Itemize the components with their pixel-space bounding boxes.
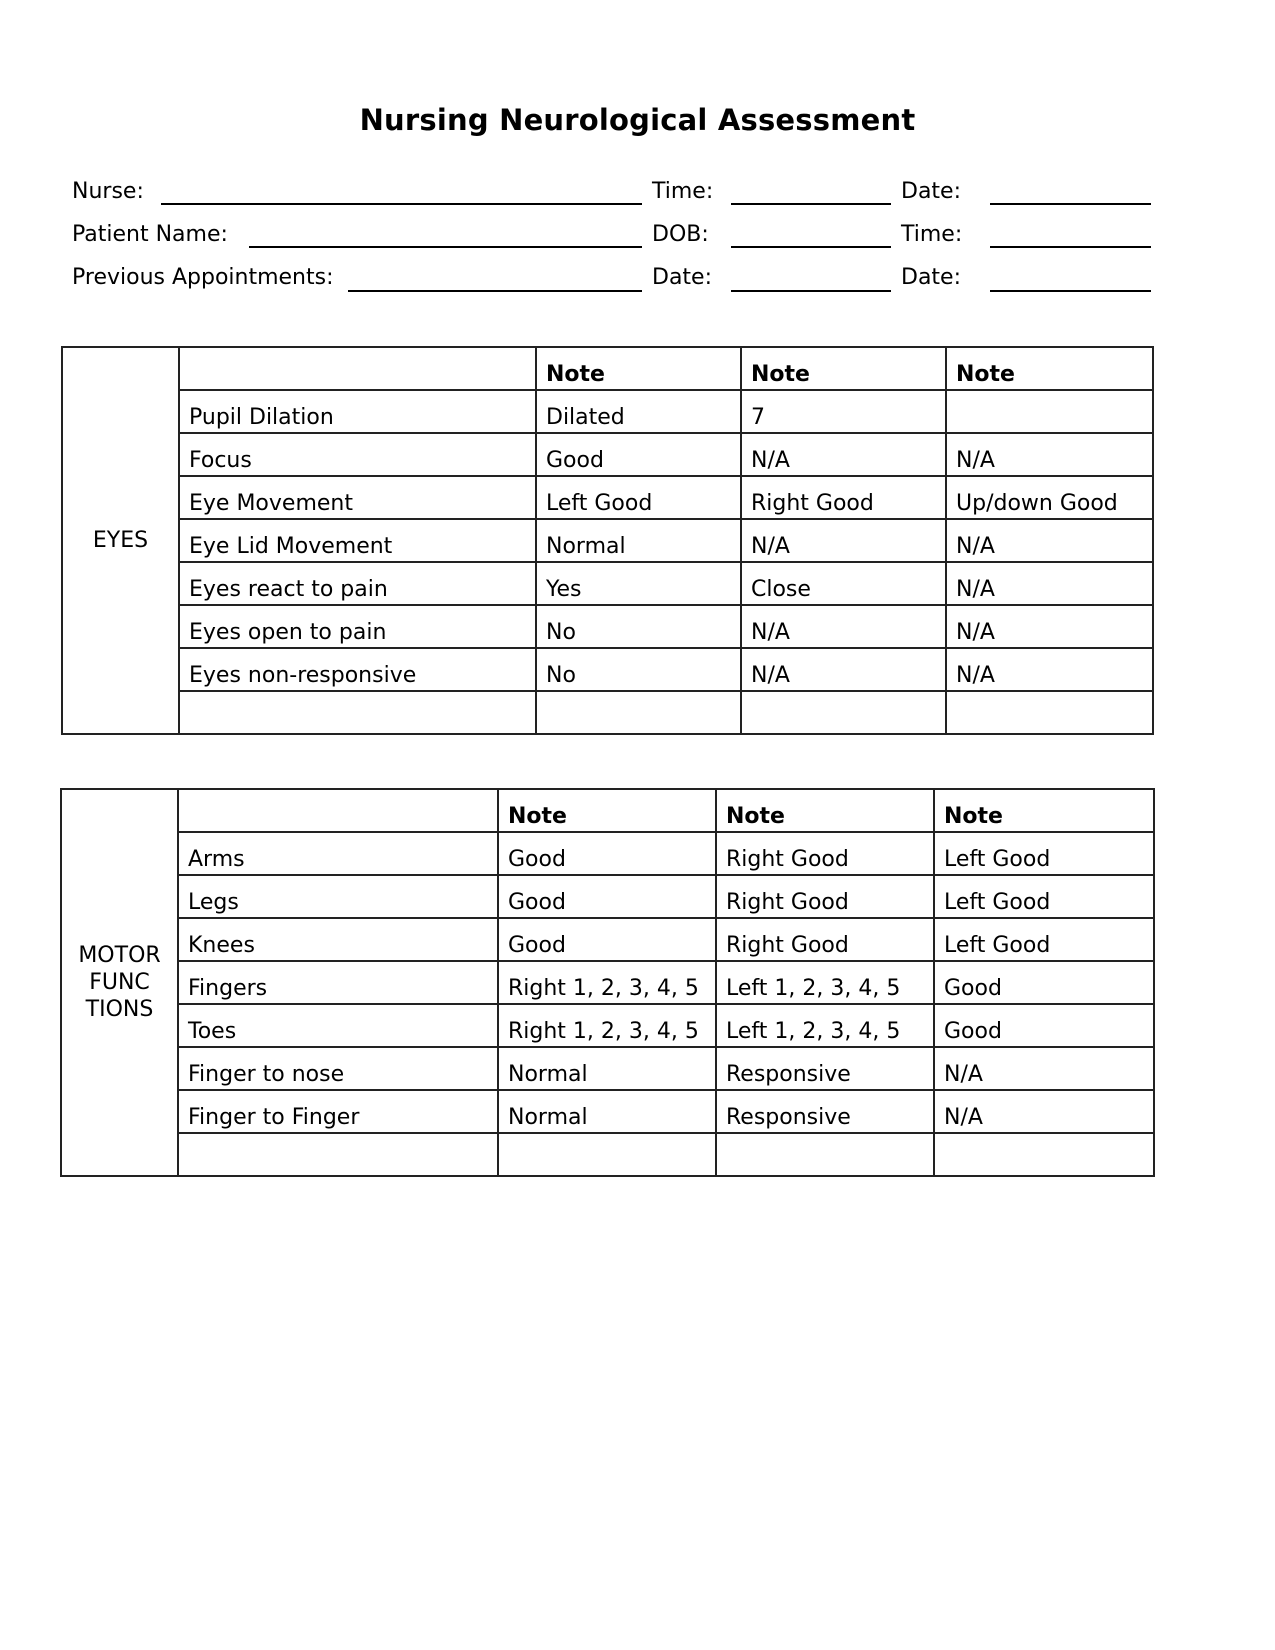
note-cell[interactable]: Normal [498, 1047, 716, 1090]
table-row [61, 1004, 1154, 1047]
header-cell-note: Note [946, 347, 1153, 390]
note-cell[interactable]: N/A [946, 605, 1153, 648]
row-label-cell: Eyes open to pain [179, 605, 536, 648]
header-cell-note: Note [536, 347, 741, 390]
note-cell[interactable]: Right Good [716, 875, 934, 918]
note-cell[interactable]: Left Good [536, 476, 741, 519]
row-label-cell: Arms [178, 832, 498, 875]
patient-name-field[interactable] [249, 246, 642, 248]
header-cell-note: Note [934, 789, 1154, 832]
table-row [62, 605, 1153, 648]
header-cell-note: Note [741, 347, 946, 390]
note-cell[interactable]: Good [498, 918, 716, 961]
note-cell[interactable]: Right Good [741, 476, 946, 519]
note-cell[interactable]: N/A [741, 519, 946, 562]
table-row [62, 519, 1153, 562]
table-header-row [61, 789, 1154, 832]
row-label-cell: Pupil Dilation [179, 390, 536, 433]
date-field-2[interactable] [731, 290, 891, 292]
eyes-table [61, 346, 1154, 735]
date-field[interactable] [990, 203, 1151, 205]
nurse-field[interactable] [161, 203, 642, 205]
row-label-cell: Knees [178, 918, 498, 961]
note-cell[interactable]: Right Good [716, 918, 934, 961]
table-row [61, 961, 1154, 1004]
nurse-label: Nurse: [72, 179, 144, 204]
row-label-cell: Focus [179, 433, 536, 476]
row-label-cell: Eye Lid Movement [179, 519, 536, 562]
note-cell[interactable] [536, 691, 741, 734]
date-label-2: Date: [652, 265, 712, 290]
note-cell[interactable]: No [536, 648, 741, 691]
note-cell[interactable]: Good [934, 961, 1154, 1004]
note-cell[interactable] [946, 390, 1153, 433]
note-cell[interactable]: N/A [741, 648, 946, 691]
row-label-cell: Eyes non-responsive [179, 648, 536, 691]
note-cell[interactable]: Yes [536, 562, 741, 605]
note-cell[interactable] [946, 691, 1153, 734]
note-cell[interactable]: N/A [946, 433, 1153, 476]
note-cell[interactable]: Normal [498, 1090, 716, 1133]
document-title: Nursing Neurological Assessment [359, 103, 916, 137]
row-label-cell: Eye Movement [179, 476, 536, 519]
motor-functions-table [60, 788, 1155, 1177]
table-row [61, 875, 1154, 918]
note-cell[interactable]: Good [536, 433, 741, 476]
note-cell[interactable] [934, 1133, 1154, 1176]
header-cell-note: Note [498, 789, 716, 832]
table-row [62, 433, 1153, 476]
table-row [61, 1047, 1154, 1090]
previous-appointments-label: Previous Appointments: [72, 265, 334, 290]
note-cell[interactable]: N/A [741, 605, 946, 648]
table-row [62, 648, 1153, 691]
dob-field[interactable] [731, 246, 891, 248]
note-cell[interactable]: Good [498, 832, 716, 875]
motor-functions-section-label [61, 789, 178, 1176]
note-cell[interactable]: Left Good [934, 832, 1154, 875]
date-label: Date: [901, 179, 961, 204]
section-label-line: FUNC [89, 970, 150, 995]
row-label-cell: Legs [178, 875, 498, 918]
dob-label: DOB: [652, 222, 709, 247]
note-cell[interactable] [716, 1133, 934, 1176]
row-label-cell: Finger to nose [178, 1047, 498, 1090]
note-cell[interactable]: Good [934, 1004, 1154, 1047]
table-row [61, 1090, 1154, 1133]
row-label-cell: Toes [178, 1004, 498, 1047]
table-header-row [62, 347, 1153, 390]
table-row [62, 691, 1153, 734]
time-field[interactable] [731, 203, 891, 205]
row-label-cell: Finger to Finger [178, 1090, 498, 1133]
note-cell[interactable]: Normal [536, 519, 741, 562]
note-cell[interactable]: N/A [934, 1090, 1154, 1133]
note-cell[interactable]: No [536, 605, 741, 648]
table-row [62, 562, 1153, 605]
note-cell[interactable]: N/A [946, 562, 1153, 605]
table-row [61, 1133, 1154, 1176]
row-label-cell [179, 691, 536, 734]
note-cell[interactable]: Left 1, 2, 3, 4, 5 [716, 1004, 934, 1047]
note-cell[interactable]: Left Good [934, 875, 1154, 918]
time-label: Time: [652, 179, 714, 204]
note-cell[interactable]: Right 1, 2, 3, 4, 5 [498, 961, 716, 1004]
note-cell[interactable]: Up/down Good [946, 476, 1153, 519]
date-field-3[interactable] [990, 290, 1151, 292]
note-cell[interactable] [741, 691, 946, 734]
note-cell[interactable]: Close [741, 562, 946, 605]
note-cell[interactable] [498, 1133, 716, 1176]
note-cell[interactable]: Left 1, 2, 3, 4, 5 [716, 961, 934, 1004]
header-cell-note: Note [716, 789, 934, 832]
note-cell[interactable]: Good [498, 875, 716, 918]
date-label-3: Date: [901, 265, 961, 290]
time-label-2: Time: [901, 222, 963, 247]
table-row [61, 832, 1154, 875]
row-label-cell: Eyes react to pain [179, 562, 536, 605]
note-cell[interactable]: Responsive [716, 1047, 934, 1090]
note-cell[interactable]: Right 1, 2, 3, 4, 5 [498, 1004, 716, 1047]
note-cell[interactable]: N/A [934, 1047, 1154, 1090]
note-cell[interactable]: N/A [946, 519, 1153, 562]
note-cell[interactable]: Right Good [716, 832, 934, 875]
section-label-line: TIONS [85, 997, 154, 1022]
row-label-cell: Fingers [178, 961, 498, 1004]
table-row [61, 918, 1154, 961]
previous-appointments-field[interactable] [348, 290, 642, 292]
row-label-cell [178, 1133, 498, 1176]
note-cell[interactable]: Responsive [716, 1090, 934, 1133]
header-cell-blank [178, 789, 498, 832]
note-cell[interactable]: N/A [741, 433, 946, 476]
note-cell[interactable]: N/A [946, 648, 1153, 691]
note-cell[interactable]: 7 [741, 390, 946, 433]
section-label-line: MOTOR [78, 943, 161, 968]
header-cell-blank [179, 347, 536, 390]
note-cell[interactable]: Left Good [934, 918, 1154, 961]
patient-name-label: Patient Name: [72, 222, 228, 247]
time-field-2[interactable] [990, 246, 1151, 248]
table-row [62, 476, 1153, 519]
note-cell[interactable]: Dilated [536, 390, 741, 433]
table-row [62, 390, 1153, 433]
eyes-section-label: EYES [62, 347, 179, 734]
